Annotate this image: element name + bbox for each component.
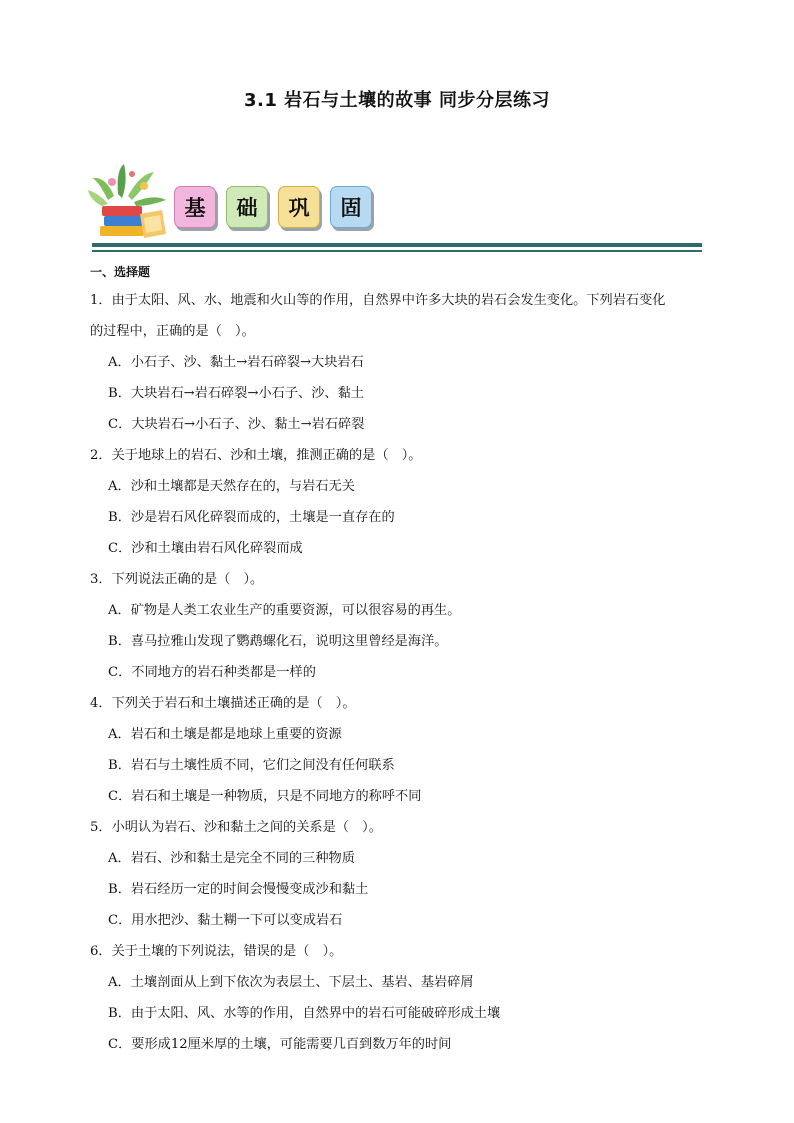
question-stem: 5．小明认为岩石、沙和黏土之间的关系是（ ）。 [90, 820, 382, 835]
question-stem-continued: 的过程中，正确的是（ ）。 [90, 324, 255, 339]
option-c: C．岩石和土壤是一种物质，只是不同地方的称呼不同 [108, 789, 422, 804]
question-stem: 4．下列关于岩石和土壤描述正确的是（ ）。 [90, 696, 356, 711]
question-2 [90, 440, 706, 564]
question-3 [90, 564, 706, 688]
option-b: B．喜马拉雅山发现了鹦鹉螺化石，说明这里曾经是海洋。 [108, 634, 448, 649]
option-b: B．岩石与土壤性质不同，它们之间没有任何联系 [108, 758, 395, 773]
option-b: B．由于太阳、风、水等的作用，自然界中的岩石可能破碎形成土壤 [108, 1006, 501, 1021]
option-c: C．沙和土壤由岩石风化碎裂而成 [108, 541, 303, 556]
option-b: B．沙是岩石风化碎裂而成的，土壤是一直存在的 [108, 510, 395, 525]
option-b: B．大块岩石→岩石碎裂→小石子、沙、黏土 [108, 386, 364, 401]
banner-tile-gu: 固 [330, 186, 372, 228]
option-c: C．要形成12厘米厚的土壤，可能需要几百到数万年的时间 [108, 1037, 452, 1052]
question-stem: 1．由于太阳、风、水、地震和火山等的作用，自然界中许多大块的岩石会发生变化。下列岩石变化 [90, 293, 666, 308]
section-heading: 一、选择题 [90, 265, 151, 279]
banner-tile-ji: 基 [174, 186, 216, 228]
banner-tile-chu: 础 [226, 186, 268, 228]
option-a: A．岩石和土壤是都是地球上重要的资源 [108, 727, 342, 742]
option-a: A．小石子、沙、黏土→岩石碎裂→大块岩石 [108, 355, 364, 370]
banner-rule-thin [92, 250, 702, 252]
option-b: B．岩石经历一定的时间会慢慢变成沙和黏土 [108, 882, 369, 897]
option-a: A．土壤剖面从上到下依次为表层土、下层土、基岩、基岩碎屑 [108, 975, 474, 990]
option-a: A．矿物是人类工农业生产的重要资源，可以很容易的再生。 [108, 603, 461, 618]
banner-tiles [174, 186, 372, 228]
question-stem: 6．关于土壤的下列说法，错误的是（ ）。 [90, 944, 343, 959]
option-c: C．用水把沙、黏土糊一下可以变成岩石 [108, 913, 343, 928]
page-title: 3.1 岩石与土壤的故事 同步分层练习 [244, 90, 550, 111]
question-1 [90, 285, 706, 440]
banner-rule-thick [92, 243, 702, 247]
option-a: A．沙和土壤都是天然存在的，与岩石无关 [108, 479, 355, 494]
section-banner [88, 160, 704, 256]
question-stem: 3．下列说法正确的是（ ）。 [90, 572, 264, 587]
question-6 [90, 936, 706, 1060]
question-list [90, 263, 706, 1060]
option-a: A．岩石、沙和黏土是完全不同的三种物质 [108, 851, 355, 866]
banner-tile-gong: 巩 [278, 186, 320, 228]
option-c: C．不同地方的岩石种类都是一样的 [108, 665, 316, 680]
question-5 [90, 812, 706, 936]
question-4 [90, 688, 706, 812]
books-plant-illustration [88, 160, 172, 242]
option-c: C．大块岩石→小石子、沙、黏土→岩石碎裂 [108, 417, 365, 432]
question-stem: 2．关于地球上的岩石、沙和土壤，推测正确的是（ ）。 [90, 448, 422, 463]
